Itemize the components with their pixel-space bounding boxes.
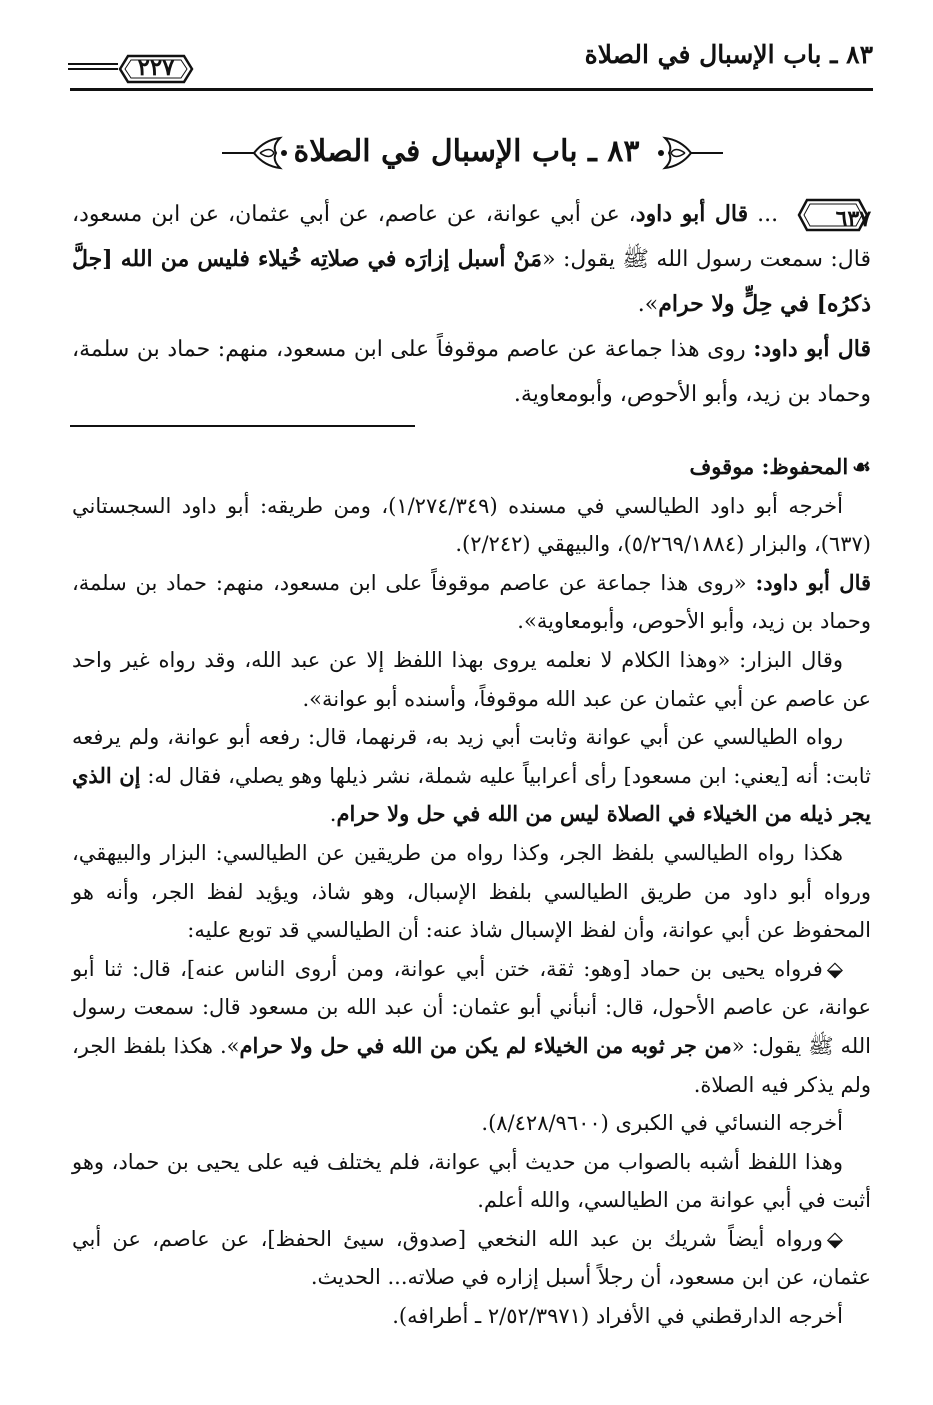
hadith-narrator: قال أبو داود [635, 201, 749, 227]
header-ornament-rule [68, 60, 118, 79]
note-paragraph [72, 950, 871, 1104]
header-divider [70, 88, 873, 91]
note-bold-text: من جر ثوبه من الخيلاء لم يكن من الله في حل ولا حرام [239, 1032, 732, 1058]
note-text: «روى هذا جماعة عن عاصم موقوفاً على ابن مسعود، منهم: حماد بن سلمة، وحماد بن زيد، وأبو الأحوص، وأبومعاوية». [72, 570, 871, 634]
note-end: ». هكذا بلفظ الجر، ولم يذكر فيه الصلاة. [72, 1033, 871, 1097]
abu-dawud-comment [72, 327, 871, 417]
note-paragraph: وهذا اللفظ أشبه بالصواب من حديث أبي عوانة، فلم يختلف فيه على يحيى بن حماد، وهو أثبت في أبي عوانة من الطيالسي، والله أعلم. [72, 1149, 871, 1213]
note-paragraph: أخرجه أبو داود الطيالسي في مسنده (١/٢٧٤/٣٤٩)، ومن طريقه: أبو داود السجستاني (٦٣٧)، والبزار (٥/٢٦٩/١٨٨٤)، والبيهقي (٢/٢٤٢). [72, 493, 871, 557]
bullet-icon: ⬙ [826, 1225, 843, 1251]
hadith-text [72, 192, 871, 417]
note-paragraph: وقال البزار: «وهذا الكلام لا نعلمه يروى بهذا اللفظ إلا عن عبد الله، وقد رواه غير واحد عن عاصم عن أبي عثمان عن عبد الله موقوفاً، وأسنده أبو عوانة». [72, 647, 871, 711]
note-heading [72, 448, 871, 487]
note-paragraph [72, 564, 871, 641]
note-lead: قال أبو داود: [755, 569, 872, 595]
note-paragraph: أخرجه النسائي في الكبرى (٨/٤٢٨/٩٦٠٠). [481, 1111, 843, 1136]
takhrij-notes [72, 448, 871, 1336]
note-text: رواه الطيالسي عن أبي عوانة وثابت أبي زيد به، قرنهما، قال: رفعه أبو عوانة، ولم يرفعه ثابت: أنه [يعني: ابن مسعود] رأى أعرابياً عليه شملة، نشر ذيلها وهو يصلي، فقال له: [72, 725, 871, 788]
note-text: ورواه أيضاً شريك بن عبد الله النخعي [صدوق، سيئ الحفظ]، عن عاصم، عن أبي عثمان، عن ابن مسعود، أن رجلاً أسبل إزاره في صلاته... الحديث. [72, 1226, 871, 1290]
note-text: فرواه يحيى بن حماد [وهو: ثقة، ختن أبي عوانة، ومن أروى الناس عنه]، قال: ثنا أبو عوانة، عن عاصم الأحول، قال: أنبأني أبو عثمان: أن عبد الله بن مسعود قال: سمعت رسول الله ﷺ يقول: « [72, 956, 871, 1058]
hadith-isnad: ، عن أبي عوانة، عن عاصم، عن أبي عثمان، عن ابن مسعود، قال: سمعت رسول الله ﷺ يقول: « [72, 202, 871, 272]
hadith-number: ٦٣٧ [835, 206, 872, 232]
note-heading-text: المحفوظ: موقوف [689, 454, 849, 479]
chapter-heading [0, 128, 933, 184]
hadith-number-frame [795, 195, 871, 235]
hadith-matn: مَنْ أسبل إزارَه في صلاتِه خُيلاء فليس من الله [جلَّ ذكرُه] في حِلٍّ ولا حرام [72, 246, 871, 317]
page-number: ٢٢٧ [137, 54, 175, 81]
page-number-frame [116, 52, 196, 86]
note-end: . [329, 802, 337, 827]
right-ornament [655, 128, 725, 182]
bullet-icon: ⬙ [826, 955, 843, 981]
page-header [70, 30, 873, 92]
chapter-title: ٨٣ ـ باب الإسبال في الصلاة [293, 134, 640, 169]
hadith-ellipsis: ... [748, 202, 788, 227]
hadith-paragraph [72, 192, 871, 327]
hadith-matn-end: ». [637, 292, 659, 317]
abu-dawud-text: روى هذا جماعة عن عاصم موقوفاً على ابن مسعود، منهم: حماد بن سلمة، وحماد بن زيد، وأبو الأحوص، وأبومعاوية. [72, 337, 871, 407]
note-paragraph [72, 718, 871, 834]
note-paragraph: هكذا رواه الطيالسي بلفظ الجر، وكذا رواه من طريقين عن الطيالسي: البزار والبيهقي، ورواه أبو داود من طريق الطيالسي بلفظ الإسبال، وهو شاذ، ويؤيد لفظ الجر، وأنه هو المحفوظ عن أبي عوانة، وأن لفظ الإسبال شاذ عنه: أن الطيالسي قد توبع عليه: [72, 840, 871, 943]
note-paragraph [72, 1220, 871, 1297]
note-paragraph: أخرجه الدارقطني في الأفراد (٢/٥٢/٣٩٧١ ـ أطرافه). [392, 1304, 843, 1329]
footnote-separator [70, 425, 415, 427]
note-bold-text: إن الذي يجر ذيله من الخيلاء في الصلاة ليس من الله في حل ولا حرام [72, 762, 871, 827]
fleuron-icon: ☙ [852, 454, 871, 479]
running-title: ٨٣ ـ باب الإسبال في الصلاة [584, 40, 873, 69]
abu-dawud-lead: قال أبو داود: [753, 336, 871, 362]
